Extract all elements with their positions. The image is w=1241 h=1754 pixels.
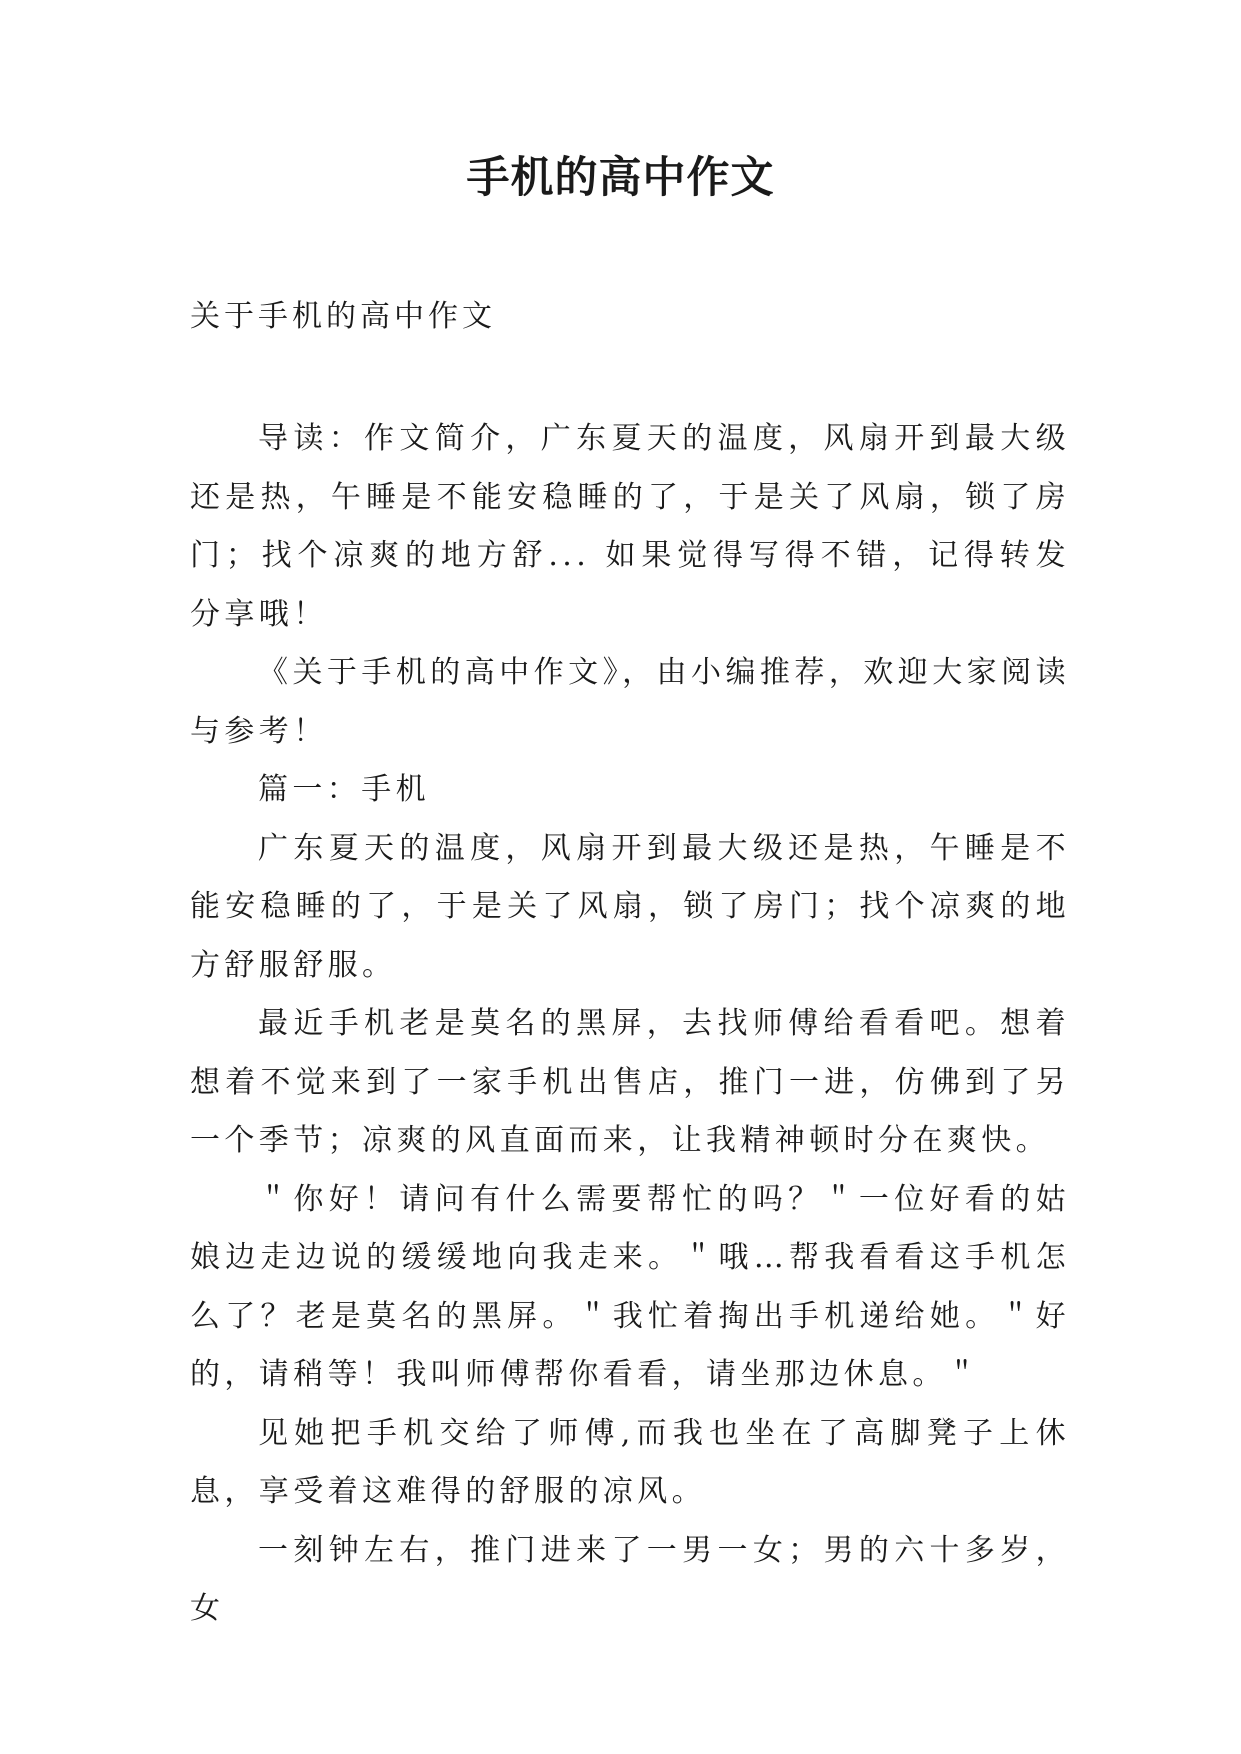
paragraph-recommend: 《关于手机的高中作文》，由小编推荐，欢迎大家阅读与参考！ [190, 655, 1070, 749]
paragraph: 见她把手机交给了师傅,而我也坐在了高脚凳子上休息，享受着这难得的舒服的凉风。 [190, 1415, 1070, 1509]
paragraph-intro: 导读：作文简介，广东夏天的温度，风扇开到最大级还是热，午睡是不能安稳睡的了，于是关了风扇，锁了房门；找个凉爽的地方舒... 如果觉得写得不错，记得转发分享哦！ [190, 421, 1070, 632]
section-heading: 篇一：手机 [258, 772, 430, 807]
document-subtitle: 关于手机的高中作文 [190, 299, 496, 334]
paragraph: ＂你好！请问有什么需要帮忙的吗？＂一位好看的姑娘边走边说的缓缓地向我走来。＂哦…帮我看看这手机怎么了？老是莫名的黑屏。＂我忙着掏出手机递给她。＂好的，请稍等！我叫师傅帮你看看，请坐那边休息。＂ [190, 1181, 1070, 1392]
paragraph: 广东夏天的温度，风扇开到最大级还是热，午睡是不能安稳睡的了，于是关了风扇，锁了房门；找个凉爽的地方舒服舒服。 [190, 830, 1070, 983]
paragraph: 一刻钟左右，推门进来了一男一女；男的六十多岁，女 [190, 1532, 1070, 1626]
document-title: 手机的高中作文 [466, 153, 775, 203]
paragraph: 最近手机老是莫名的黑屏，去找师傅给看看吧。想着想着不觉来到了一家手机出售店，推门一进，仿佛到了另一个季节；凉爽的风直面而来，让我精神顿时分在爽快。 [190, 1006, 1070, 1158]
document-body [190, 410, 1070, 1639]
